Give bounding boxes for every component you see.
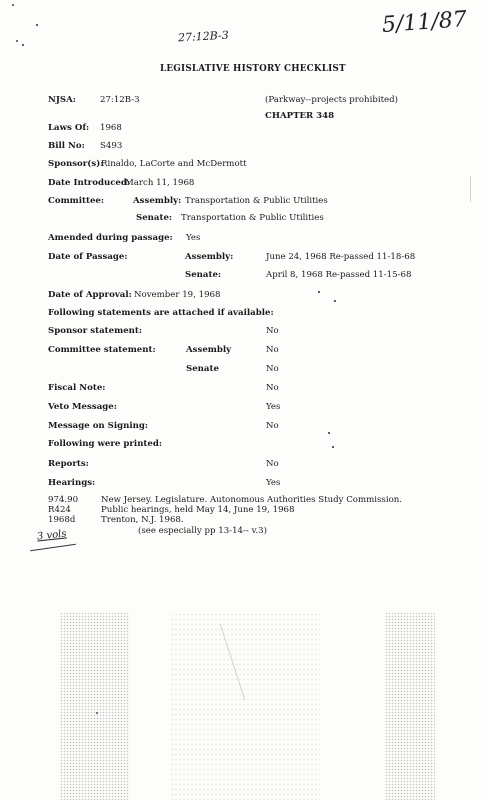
scan-speck	[318, 291, 320, 293]
committee-statement-assembly-label: Assembly	[186, 345, 232, 355]
citation-line-1: New Jersey. Legislature. Autonomous Authorities Study Commission.	[101, 495, 403, 505]
scan-speck	[16, 40, 18, 42]
committee-senate-value: Transportation & Public Utilities	[181, 213, 324, 223]
approval-value: November 19, 1968	[134, 290, 221, 300]
njsa-label: NJSA:	[48, 95, 76, 105]
passage-senate-label: Senate:	[185, 270, 222, 280]
scan-speck	[334, 300, 336, 302]
fiscal-note-value: No	[266, 383, 279, 393]
sponsors-value: Rinaldo, LaCorte and McDermott	[101, 159, 247, 169]
citation-line-3: Trenton, N.J. 1968.	[101, 515, 184, 525]
handwritten-underline	[30, 544, 76, 551]
veto-message-value: Yes	[266, 402, 281, 412]
passage-senate-value: April 8, 1968 Re-passed 11-15-68	[266, 270, 412, 280]
bill-no-value: S493	[100, 141, 123, 151]
handwritten-date: 5/11/87	[381, 7, 468, 38]
amended-label: Amended during passage:	[48, 233, 173, 243]
scan-speck	[328, 432, 330, 434]
handwritten-volumes-note: 3 vols	[36, 528, 68, 543]
njsa-note: (Parkway--projects prohibited)	[265, 95, 398, 105]
committee-statement-senate-value: No	[266, 364, 279, 374]
veto-message-label: Veto Message:	[48, 402, 117, 412]
bill-no-label: Bill No:	[48, 141, 85, 151]
sponsor-statement-value: No	[266, 326, 279, 336]
committee-statement-assembly-value: No	[266, 345, 279, 355]
sponsors-label: Sponsor(s):	[48, 159, 104, 169]
citation-call-number-2: R424	[48, 505, 71, 515]
committee-statement-senate-label: Senate	[186, 364, 219, 374]
reports-value: No	[266, 459, 279, 469]
amended-value: Yes	[186, 233, 201, 243]
scan-streak	[470, 176, 471, 202]
date-introduced-value: March 11, 1968	[125, 178, 195, 188]
scan-speck	[22, 44, 24, 46]
reports-label: Reports:	[48, 459, 89, 469]
committee-assembly-value: Transportation & Public Utilities	[185, 196, 328, 206]
message-on-signing-label: Message on Signing:	[48, 421, 149, 431]
hearings-value: Yes	[266, 478, 281, 488]
page-title: LEGISLATIVE HISTORY CHECKLIST	[160, 64, 346, 74]
passage-assembly-label: Assembly:	[185, 252, 234, 262]
hearings-label: Hearings:	[48, 478, 96, 488]
citation-line-4: (see especially pp 13-14-- v.3)	[138, 526, 267, 536]
scan-speck	[12, 4, 14, 6]
committee-label: Committee:	[48, 196, 105, 206]
scan-speck	[36, 24, 38, 26]
njsa-value: 27:12B-3	[100, 95, 140, 105]
laws-of-value: 1968	[100, 123, 122, 133]
printed-heading: Following were printed:	[48, 439, 163, 449]
citation-line-2: Public hearings, held May 14, June 19, 1968	[101, 505, 295, 515]
fiscal-note-label: Fiscal Note:	[48, 383, 106, 393]
date-introduced-label: Date Introduced:	[48, 178, 131, 188]
message-on-signing-value: No	[266, 421, 279, 431]
scan-noise-middle	[170, 612, 320, 800]
committee-senate-label: Senate:	[136, 213, 173, 223]
sponsor-statement-label: Sponsor statement:	[48, 326, 143, 336]
committee-statement-label: Committee statement:	[48, 345, 156, 355]
laws-of-label: Laws Of:	[48, 123, 90, 133]
citation-call-number-1: 974.90	[48, 495, 79, 505]
committee-assembly-label: Assembly:	[133, 196, 182, 206]
scan-noise-right	[385, 612, 435, 800]
scan-noise-left	[60, 612, 130, 800]
approval-label: Date of Approval:	[48, 290, 132, 300]
handwritten-statute-code: 27:12B-3	[177, 28, 230, 45]
scan-speck	[332, 446, 334, 448]
statements-heading: Following statements are attached if available:	[48, 308, 274, 318]
passage-label: Date of Passage:	[48, 252, 128, 262]
passage-assembly-value: June 24, 1968 Re-passed 11-18-68	[266, 252, 416, 262]
chapter-number: CHAPTER 348	[265, 111, 335, 121]
citation-call-number-3: 1968d	[48, 515, 76, 525]
